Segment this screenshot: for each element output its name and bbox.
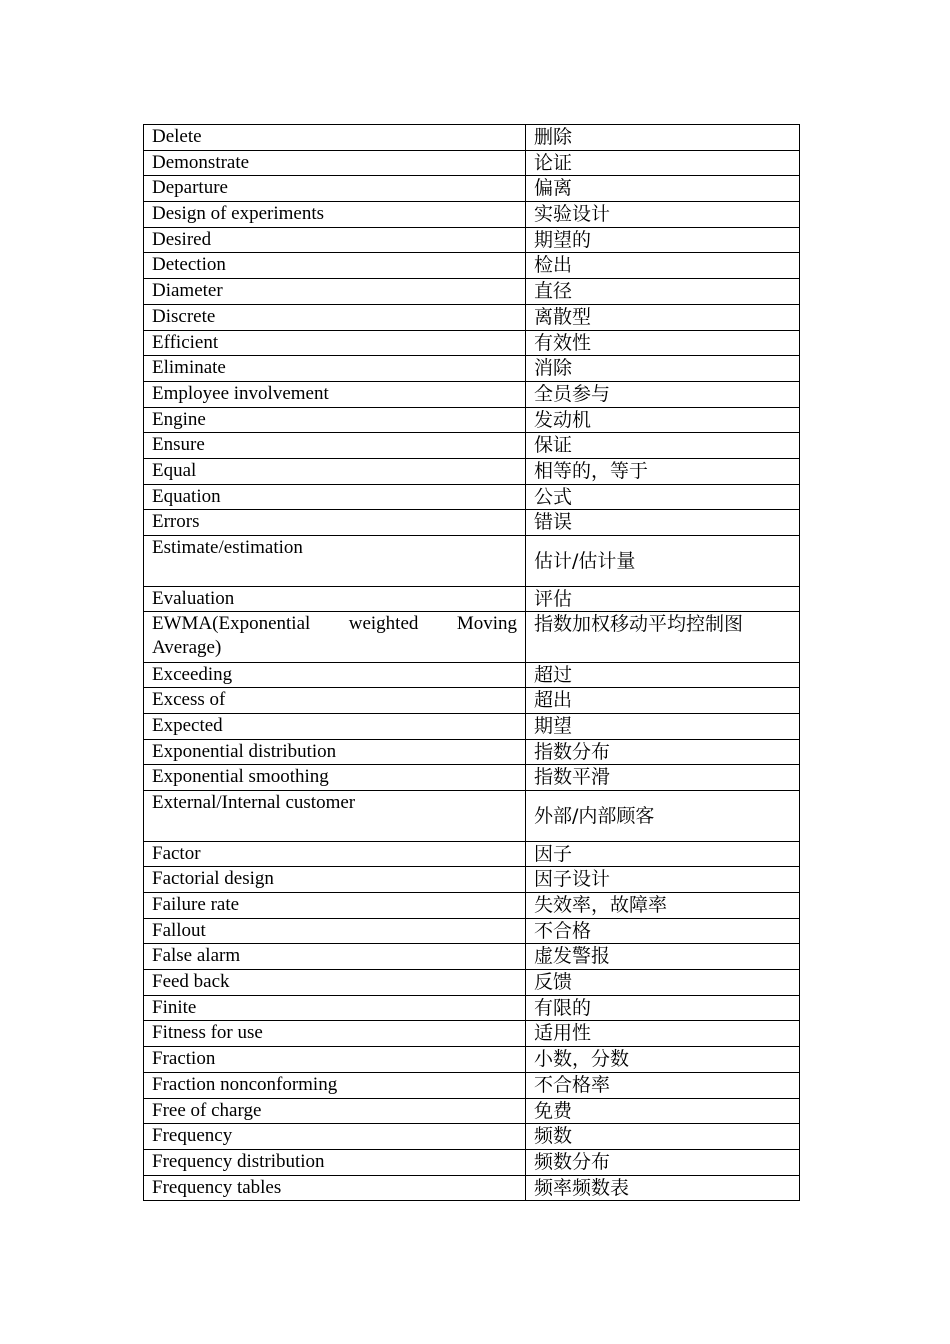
term-chinese: 消除 bbox=[526, 356, 800, 382]
term-chinese: 全员参与 bbox=[526, 381, 800, 407]
term-english: Factorial design bbox=[144, 867, 526, 893]
table-row bbox=[144, 433, 800, 459]
term-english: Frequency bbox=[144, 1124, 526, 1150]
term-english: Desired bbox=[144, 227, 526, 253]
term-english: Free of charge bbox=[144, 1098, 526, 1124]
term-chinese: 因子设计 bbox=[526, 867, 800, 893]
term-chinese: 频数 bbox=[526, 1124, 800, 1150]
term-english: Frequency distribution bbox=[144, 1149, 526, 1175]
term-english: Equal bbox=[144, 458, 526, 484]
term-chinese: 小数，分数 bbox=[526, 1047, 800, 1073]
term-chinese: 频率频数表 bbox=[526, 1175, 800, 1201]
term-chinese: 检出 bbox=[526, 253, 800, 279]
term-english: Efficient bbox=[144, 330, 526, 356]
table-row bbox=[144, 1072, 800, 1098]
term-english: External/Internal customer bbox=[144, 791, 526, 842]
table-row bbox=[144, 791, 800, 842]
table-row bbox=[144, 1149, 800, 1175]
table-row bbox=[144, 662, 800, 688]
term-chinese: 不合格率 bbox=[526, 1072, 800, 1098]
term-english: Engine bbox=[144, 407, 526, 433]
term-chinese: 有限的 bbox=[526, 995, 800, 1021]
table-row bbox=[144, 867, 800, 893]
table-row bbox=[144, 253, 800, 279]
term-chinese: 反馈 bbox=[526, 970, 800, 996]
glossary-table bbox=[143, 124, 800, 1201]
table-row bbox=[144, 356, 800, 382]
term-chinese: 免费 bbox=[526, 1098, 800, 1124]
term-english: Discrete bbox=[144, 304, 526, 330]
term-english: Diameter bbox=[144, 279, 526, 305]
table-row bbox=[144, 279, 800, 305]
term-chinese: 超过 bbox=[526, 662, 800, 688]
term-chinese: 不合格 bbox=[526, 918, 800, 944]
term-english: Factor bbox=[144, 841, 526, 867]
term-english: False alarm bbox=[144, 944, 526, 970]
term-english: Feed back bbox=[144, 970, 526, 996]
term-english: Evaluation bbox=[144, 586, 526, 612]
glossary-body bbox=[144, 125, 800, 1201]
term-english: Demonstrate bbox=[144, 150, 526, 176]
term-english: Eliminate bbox=[144, 356, 526, 382]
table-row bbox=[144, 688, 800, 714]
table-row bbox=[144, 944, 800, 970]
table-row bbox=[144, 330, 800, 356]
table-row bbox=[144, 510, 800, 536]
table-row bbox=[144, 381, 800, 407]
term-english: Delete bbox=[144, 125, 526, 151]
term-chinese: 偏离 bbox=[526, 176, 800, 202]
term-chinese: 失效率，故障率 bbox=[526, 893, 800, 919]
term-chinese: 适用性 bbox=[526, 1021, 800, 1047]
table-row bbox=[144, 1124, 800, 1150]
term-english: Errors bbox=[144, 510, 526, 536]
term-chinese: 离散型 bbox=[526, 304, 800, 330]
term-english: EWMA(Exponential weighted Moving Average) bbox=[144, 612, 526, 663]
term-chinese: 期望的 bbox=[526, 227, 800, 253]
table-row bbox=[144, 739, 800, 765]
term-chinese: 频数分布 bbox=[526, 1149, 800, 1175]
table-row bbox=[144, 714, 800, 740]
term-english: Exceeding bbox=[144, 662, 526, 688]
term-chinese: 错误 bbox=[526, 510, 800, 536]
term-english: Departure bbox=[144, 176, 526, 202]
table-row bbox=[144, 536, 800, 587]
table-row bbox=[144, 970, 800, 996]
table-row bbox=[144, 995, 800, 1021]
term-english: Detection bbox=[144, 253, 526, 279]
term-english: Frequency tables bbox=[144, 1175, 526, 1201]
term-english: Excess of bbox=[144, 688, 526, 714]
term-english: Fallout bbox=[144, 918, 526, 944]
term-english: Estimate/estimation bbox=[144, 536, 526, 587]
term-chinese: 期望 bbox=[526, 714, 800, 740]
term-chinese: 有效性 bbox=[526, 330, 800, 356]
table-row bbox=[144, 202, 800, 228]
term-english: Fraction nonconforming bbox=[144, 1072, 526, 1098]
table-row bbox=[144, 841, 800, 867]
table-row bbox=[144, 893, 800, 919]
term-chinese: 外部/内部顾客 bbox=[526, 791, 800, 842]
term-chinese: 指数加权移动平均控制图 bbox=[526, 612, 800, 663]
term-chinese: 保证 bbox=[526, 433, 800, 459]
term-chinese: 评估 bbox=[526, 586, 800, 612]
term-chinese: 实验设计 bbox=[526, 202, 800, 228]
term-english: Finite bbox=[144, 995, 526, 1021]
term-chinese: 相等的，等于 bbox=[526, 458, 800, 484]
table-row bbox=[144, 918, 800, 944]
term-english: Exponential smoothing bbox=[144, 765, 526, 791]
table-row bbox=[144, 227, 800, 253]
table-row bbox=[144, 1047, 800, 1073]
table-row bbox=[144, 586, 800, 612]
term-english: Fitness for use bbox=[144, 1021, 526, 1047]
table-row bbox=[144, 304, 800, 330]
term-chinese: 虚发警报 bbox=[526, 944, 800, 970]
term-english: Exponential distribution bbox=[144, 739, 526, 765]
table-row bbox=[144, 150, 800, 176]
term-chinese: 直径 bbox=[526, 279, 800, 305]
term-chinese: 发动机 bbox=[526, 407, 800, 433]
table-row bbox=[144, 1175, 800, 1201]
term-english: Design of experiments bbox=[144, 202, 526, 228]
table-row bbox=[144, 765, 800, 791]
term-chinese: 删除 bbox=[526, 125, 800, 151]
term-chinese: 论证 bbox=[526, 150, 800, 176]
term-english: Fraction bbox=[144, 1047, 526, 1073]
term-english: Employee involvement bbox=[144, 381, 526, 407]
table-row bbox=[144, 1098, 800, 1124]
term-chinese: 因子 bbox=[526, 841, 800, 867]
term-english: Failure rate bbox=[144, 893, 526, 919]
table-row bbox=[144, 407, 800, 433]
term-chinese: 公式 bbox=[526, 484, 800, 510]
term-chinese: 指数分布 bbox=[526, 739, 800, 765]
table-row bbox=[144, 458, 800, 484]
term-english: Ensure bbox=[144, 433, 526, 459]
term-english: Expected bbox=[144, 714, 526, 740]
term-english: Equation bbox=[144, 484, 526, 510]
table-row bbox=[144, 125, 800, 151]
term-chinese: 超出 bbox=[526, 688, 800, 714]
term-chinese: 估计/估计量 bbox=[526, 536, 800, 587]
table-row bbox=[144, 484, 800, 510]
table-row bbox=[144, 1021, 800, 1047]
table-row bbox=[144, 176, 800, 202]
term-chinese: 指数平滑 bbox=[526, 765, 800, 791]
table-row bbox=[144, 612, 800, 663]
